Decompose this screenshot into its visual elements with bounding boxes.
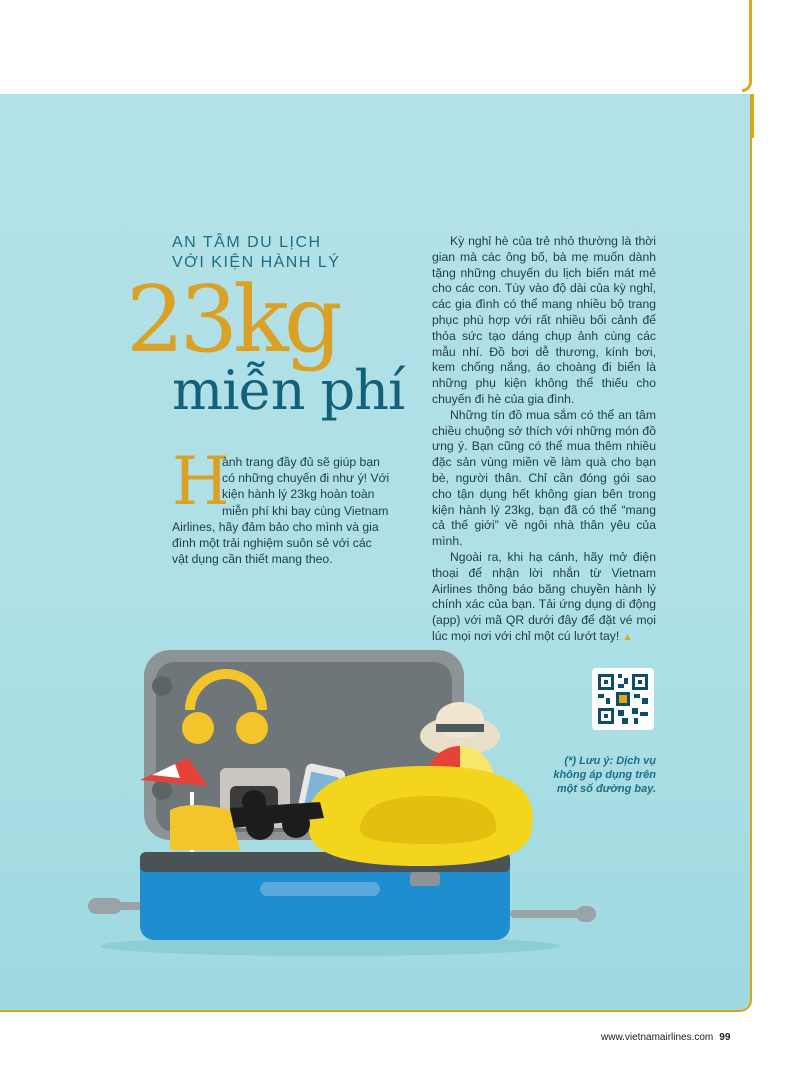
- page-number: 99: [719, 1032, 731, 1043]
- body-column: [432, 234, 656, 646]
- suitcase-illustration: [80, 640, 640, 960]
- intro-paragraph: [172, 443, 390, 567]
- kicker-line-1: AN TÂM DU LỊCH: [172, 234, 322, 251]
- footer: [601, 1032, 730, 1043]
- footer-url[interactable]: www.vietnamairlines.com: [601, 1032, 714, 1043]
- gold-border-top: [742, 0, 752, 92]
- intro-text: ành trang đầy đủ sẽ giúp bạn có những chuyến đi như ý! Với kiện hành lý 23kg hoàn toàn miễn phí khi bay cùng Vietnam Airlines, hãy đảm bảo cho mình và gia đình một trải nghiệm suôn sẻ với các vật dụng cần thiết mang theo.: [172, 455, 390, 567]
- lotus-icon: ▲: [622, 631, 633, 643]
- body-paragraph-3-text: Ngoài ra, khi hạ cánh, hãy mở điện thoại để nhận lời nhắn từ Vietnam Airlines thông báo băng chuyền hành lý chính xác của bạn. Tải ứng dụng di động (app) với mã QR dưới đây để đặt vé mọi lúc mọi nơi với chỉ một cú lướt tay!: [432, 549, 656, 643]
- headline-subtitle: miễn phí: [172, 359, 405, 422]
- drop-cap: H: [172, 443, 230, 520]
- footnote: (*) Lưu ý: Dịch vụ không áp dụng trên một số đường bay.: [553, 755, 656, 795]
- body-paragraph-1: Kỳ nghỉ hè của trẻ nhỏ thường là thời gian mà các ông bố, bà mẹ muốn dành tặng những chuyến du lịch biển mát mẻ cho các con. Tùy vào độ dài của kỳ nghỉ, các gia đình có thể mang nhiều bộ trang phục phù hợp với rất nhiều bối cảnh để thỏa sức tạo dáng chụp ảnh cùng các mẫu nhí. Đồ bơi dễ thương, kính bơi, kem chống nắng, áo choàng đi biển là những phụ kiện không thể thiếu cho chuyến đi hè của gia đình.: [432, 234, 656, 406]
- headline-number: 23kg: [126, 266, 338, 373]
- body-paragraph-3: [432, 550, 656, 646]
- kicker-line-2: VỚI KIỆN HÀNH LÝ: [172, 254, 341, 271]
- body-paragraph-2: Những tín đồ mua sắm có thể an tâm chiều chuộng sở thích với những món đồ ưng ý. Bạn cũng có thể mua thêm nhiều đặc sản vùng miền về làm quà cho bạn bè, người thân. Chỉ cần đóng gói sao cho tận dụng hết không gian bên trong kiện hành lý 23kg, bạn đã có thể “mang cả thế giới” về ngôi nhà thân yêu của mình.: [432, 407, 656, 549]
